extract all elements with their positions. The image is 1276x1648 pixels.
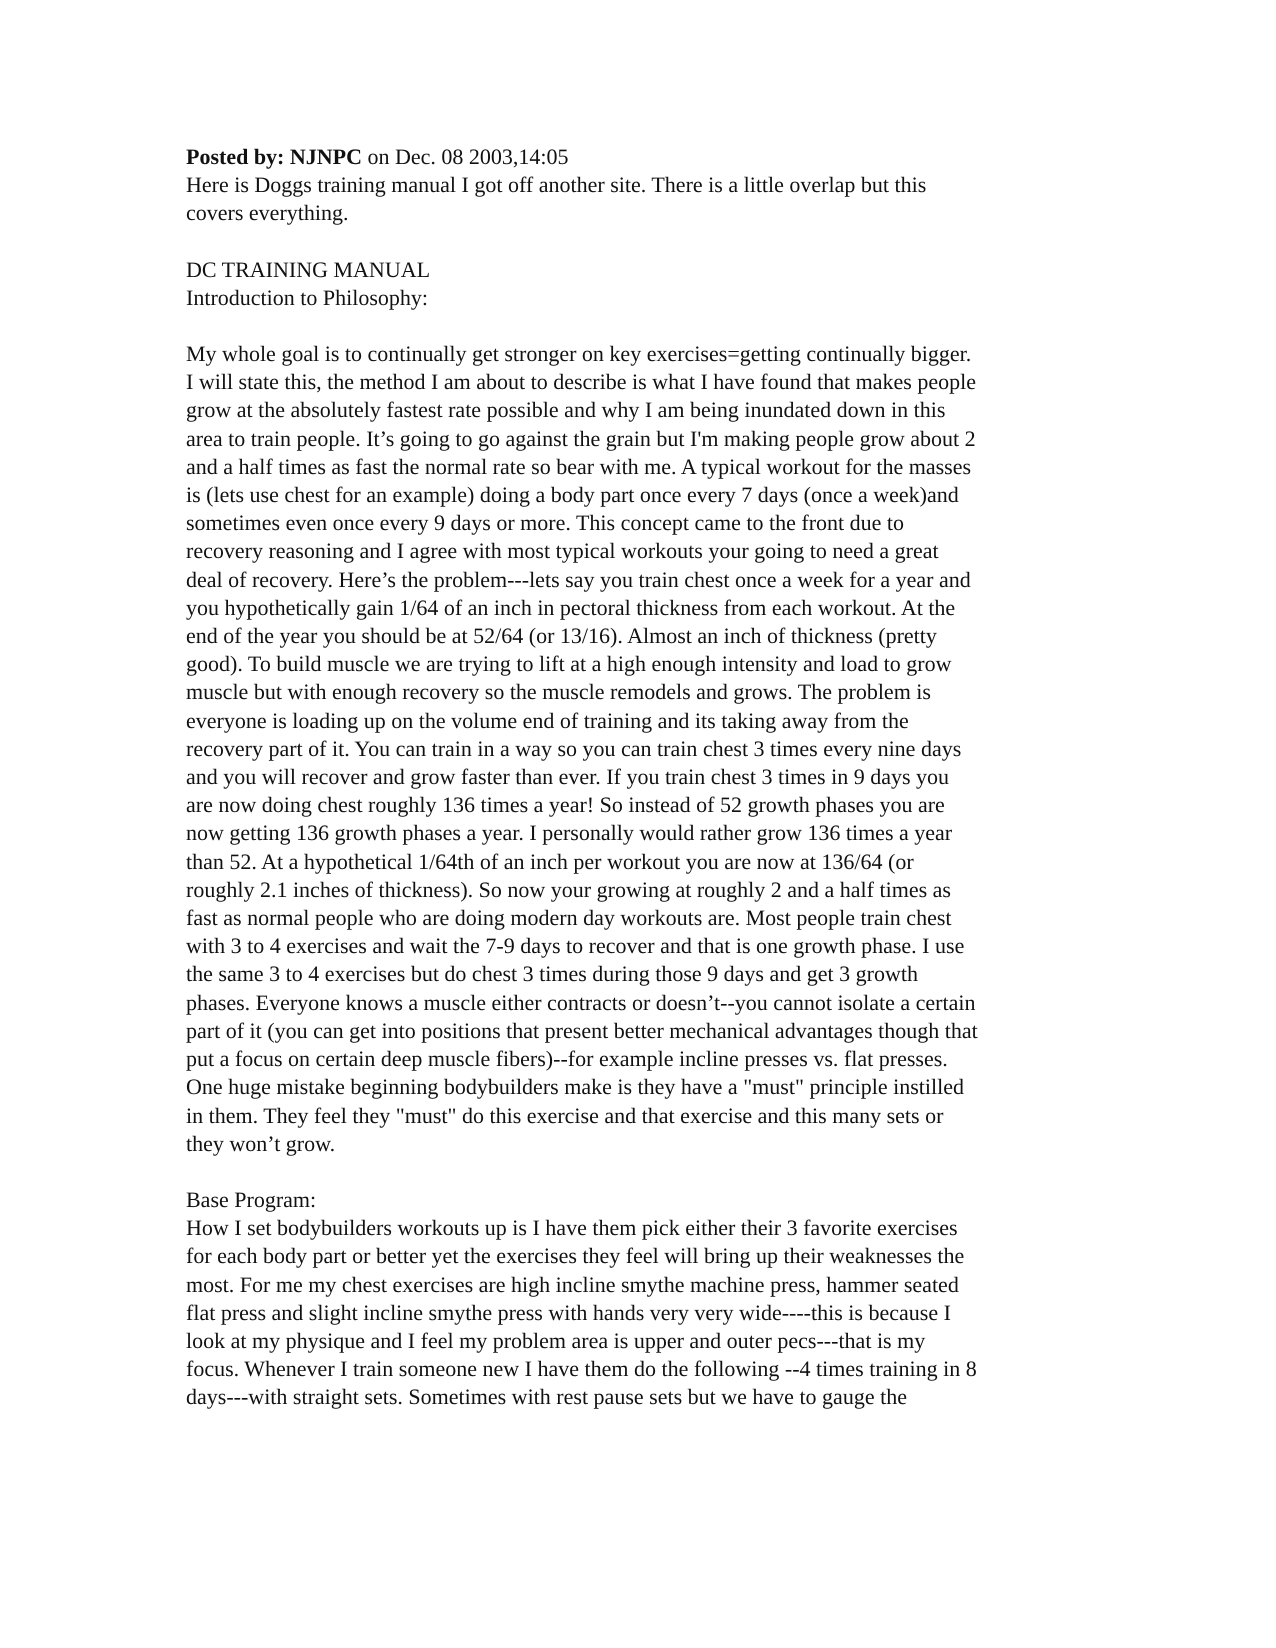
document-page bbox=[186, 143, 1086, 1412]
on-label: on bbox=[367, 144, 390, 169]
base-program-paragraph: How I set bodybuilders workouts up is I have them pick either their 3 favorite exercises for each body part or better yet the exercises they feel will bring up their weaknesses the most. For me my chest exercises are high incline smythe machine press, hammer seated flat press and slight incline smythe press with hands very very wide----this is because I look at my physique and I feel my problem area is upper and outer pecs---that is my focus. Whenever I train someone new I have them do the following --4 times training in 8 days---with straight sets. Sometimes with rest pause sets but we have to gauge the bbox=[186, 1215, 977, 1410]
post-date: Dec. 08 2003,14:05 bbox=[395, 144, 569, 169]
spacer bbox=[186, 312, 1086, 340]
intro-paragraph: Here is Doggs training manual I got off another site. There is a little overlap but this covers everything. bbox=[186, 172, 927, 226]
philosophy-paragraph: My whole goal is to continually get stronger on key exercises=getting continually bigger. I will state this, the method I am about to describe is what I have found that makes people grow at the absolutely fastest rate possible and why I am being inundated down in this area to train people. It’s going to go against the grain but I'm making people grow about 2 and a half times as fast the normal rate so bear with me. A typical workout for the masses is (lets use chest for an example) doing a body part once every 7 days (once a week)and sometimes even once every 9 days or more. This concept came to the front due to recovery reasoning and I agree with most typical workouts your going to need a great deal of recovery. Here’s the problem---lets say you train chest once a week for a year and you hypothetically gain 1/64 of an inch in pectoral thickness from each workout. At the end of the year you should be at 52/64 (or 13/16). Almost an inch of thickness (pretty good). To build muscle we are trying to lift at a high enough intensity and load to grow muscle but with enough recovery so the muscle remodels and grows. The problem is everyone is loading up on the volume end of training and its taking away from the recovery part of it. You can train in a way so you can train chest 3 times every nine days and you will recover and grow faster than ever. If you train chest 3 times in 9 days you are now doing chest roughly 136 times a year! So instead of 52 growth phases you are now getting 136 growth phases a year. I personally would rather grow 136 times a year than 52. At a hypothetical 1/64th of an inch per workout you are now at 136/64 (or roughly 2.1 inches of thickness). So now your growing at roughly 2 and a half times as fast as normal people who are doing modern day workouts are. Most people train chest with 3 to 4 exercises and wait the 7-9 days to recover and that is one growth phase. I use the same 3 to 4 exercises but do chest 3 times during those 9 days and get 3 growth phases. Everyone knows a muscle either contracts or doesn’t--you cannot isolate a certain part of it (you can get into positions that present better mechanical advantages though that put a focus on certain deep muscle fibers)--for example incline presses vs. flat presses. One huge mistake beginning bodybuilders make is they have a "must" principle instilled in them. They feel they "must" do this exercise and that exercise and this many sets or they won’t grow. bbox=[186, 341, 978, 1156]
post-author: NJNPC bbox=[289, 144, 362, 169]
post-header bbox=[186, 143, 1086, 171]
section-heading-philosophy: Introduction to Philosophy: bbox=[186, 284, 428, 310]
manual-title: DC TRAINING MANUAL bbox=[186, 256, 431, 282]
section-heading-base-program: Base Program: bbox=[186, 1186, 317, 1212]
posted-by-label: Posted by: bbox=[186, 144, 285, 169]
